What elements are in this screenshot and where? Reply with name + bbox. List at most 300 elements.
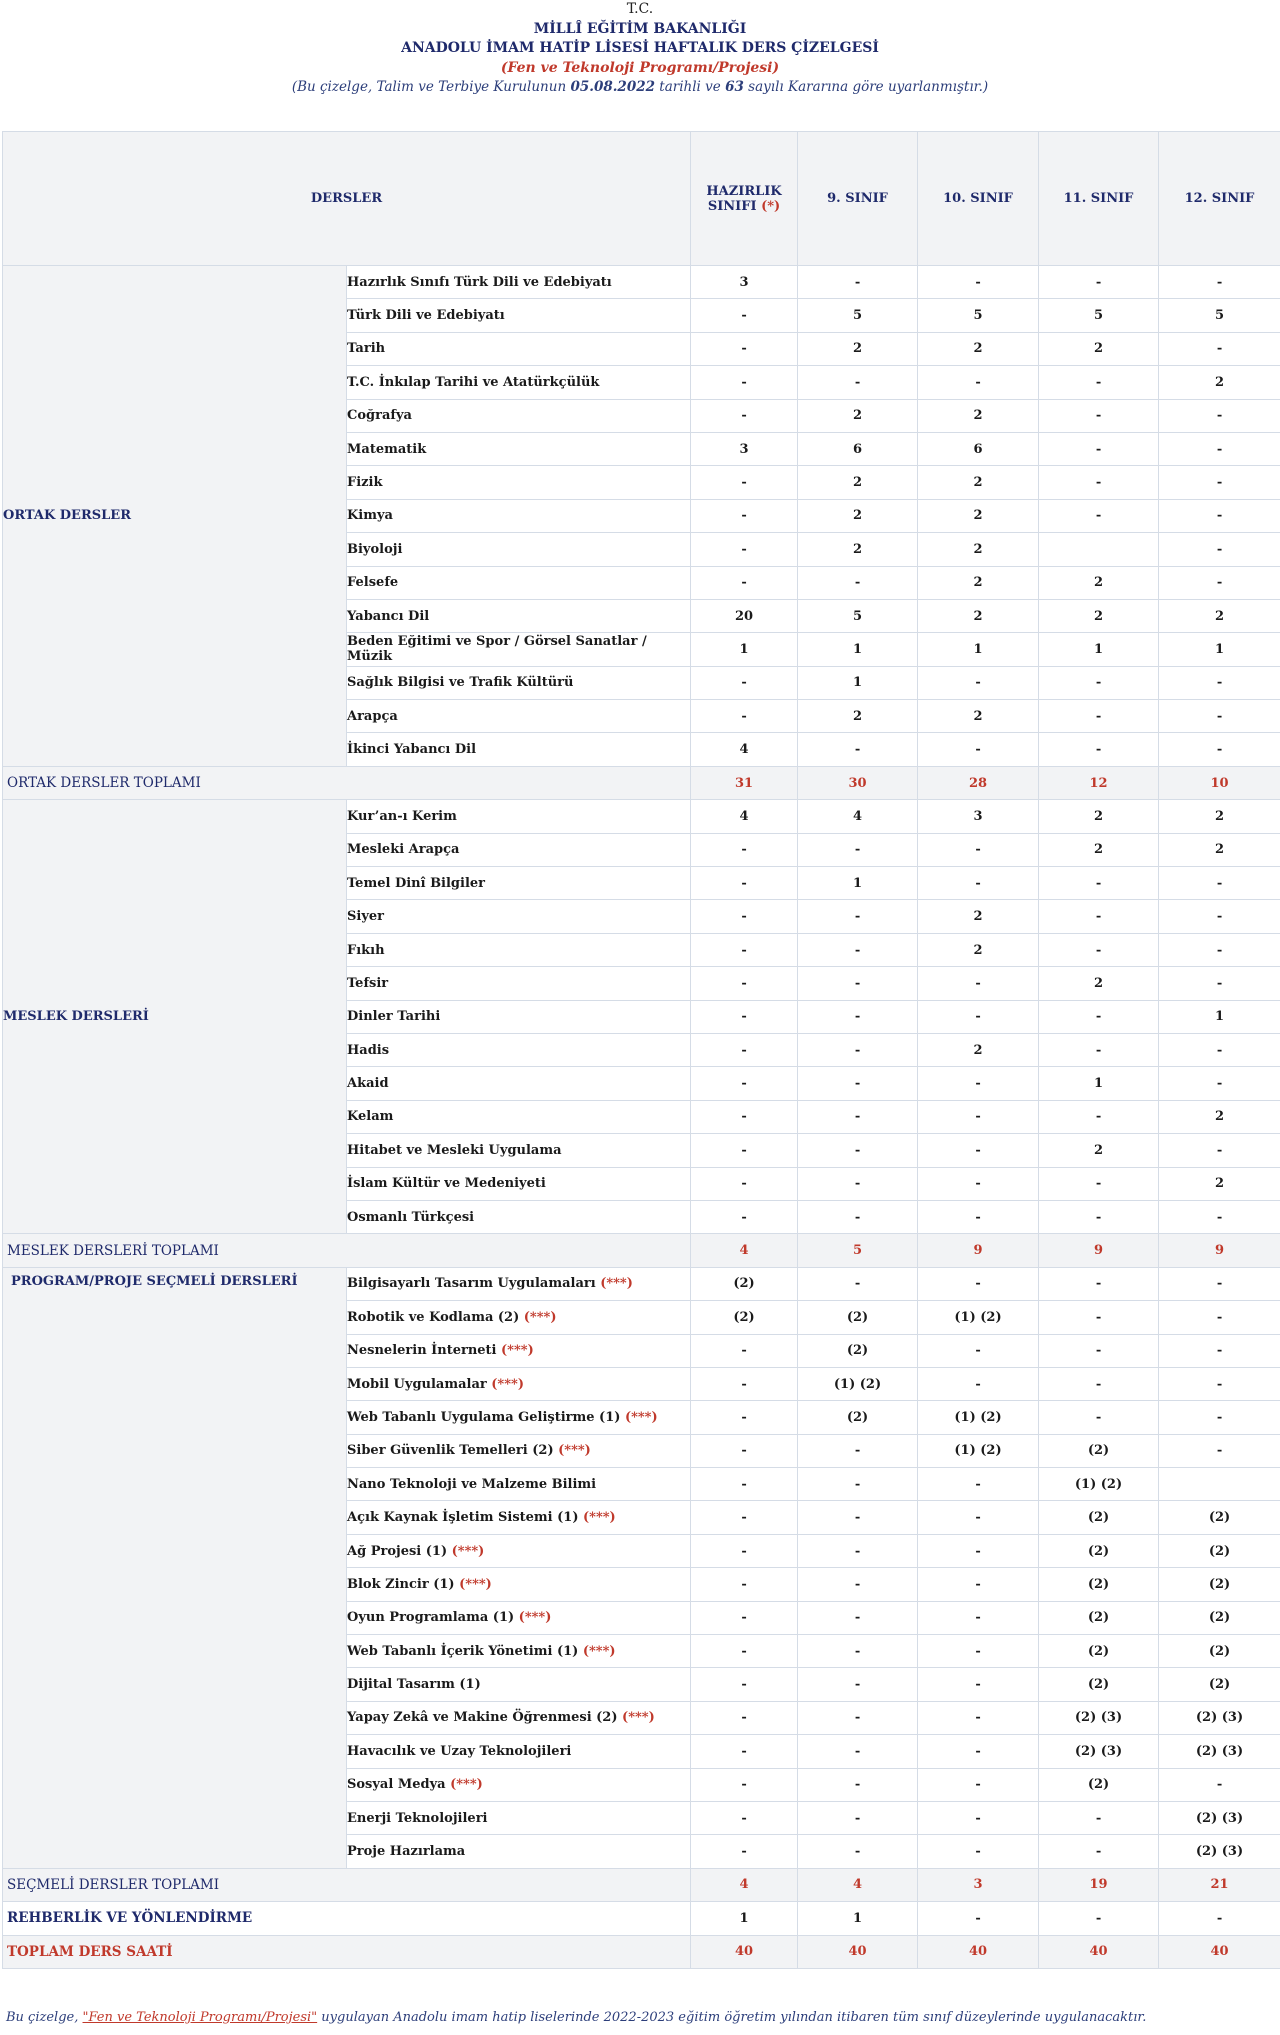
hours-cell: 2 — [1039, 833, 1159, 866]
hours-cell: 2 — [798, 499, 918, 532]
hours-cell — [1159, 1468, 1280, 1501]
hours-cell: 2 — [1039, 967, 1159, 1000]
hours-cell: - — [918, 1735, 1039, 1768]
hours-cell: - — [691, 1067, 798, 1100]
hours-cell: - — [691, 1735, 798, 1768]
section-total-label: ORTAK DERSLER TOPLAMI — [3, 766, 691, 799]
hours-cell: - — [691, 1100, 798, 1133]
hours-cell: - — [798, 1033, 918, 1066]
hours-cell: 2 — [918, 533, 1039, 566]
hours-cell: - — [1159, 566, 1280, 599]
course-name-text: Siber Güvenlik Temelleri (2) — [347, 1443, 554, 1459]
hours-cell: 1 — [798, 633, 918, 666]
course-name-text: Hazırlık Sınıfı Türk Dili ve Edebiyatı — [347, 274, 612, 290]
rehberlik-cell: 1 — [691, 1902, 798, 1935]
course-name-text: Biyoloji — [347, 541, 403, 557]
hours-cell: - — [798, 1100, 918, 1133]
hours-cell: 2 — [1159, 366, 1280, 399]
hours-cell: 2 — [1039, 1134, 1159, 1167]
hours-cell: - — [1039, 1267, 1159, 1300]
header-line-tc: T.C. — [626, 1, 654, 17]
hours-cell: - — [691, 1768, 798, 1801]
course-mark: (***) — [583, 1510, 616, 1526]
hours-cell: - — [691, 332, 798, 365]
hours-cell: - — [691, 1635, 798, 1668]
hours-cell: - — [918, 1635, 1039, 1668]
note-number: 63 — [725, 79, 744, 95]
hours-cell: 2 — [918, 399, 1039, 432]
hours-cell: - — [798, 1534, 918, 1567]
hours-cell: - — [1039, 1000, 1159, 1033]
hours-cell: (2) — [1039, 1434, 1159, 1467]
hours-cell: - — [798, 1801, 918, 1834]
course-name — [347, 633, 691, 666]
rehberlik-cell: 1 — [798, 1902, 918, 1935]
hours-cell: - — [691, 1334, 798, 1367]
table-row — [3, 1267, 1280, 1300]
hours-cell: - — [798, 967, 918, 1000]
hours-cell: - — [798, 1768, 918, 1801]
hours-cell: - — [918, 266, 1039, 299]
table-row — [3, 266, 1280, 299]
total-cell: 9 — [1039, 1234, 1159, 1267]
hours-cell: 2 — [918, 1033, 1039, 1066]
hours-cell: - — [1159, 867, 1280, 900]
hours-cell: - — [691, 1501, 798, 1534]
hours-cell: - — [1159, 1067, 1280, 1100]
course-name-text: Web Tabanlı İçerik Yönetimi (1) — [347, 1643, 579, 1659]
hours-cell: (1) (2) — [918, 1301, 1039, 1334]
hours-cell: - — [691, 1835, 798, 1868]
hours-cell: 2 — [918, 599, 1039, 632]
hours-cell: - — [798, 1701, 918, 1734]
schedule-table — [2, 131, 1280, 1969]
hours-cell: - — [1159, 733, 1280, 766]
course-name — [347, 933, 691, 966]
section-total-row — [3, 766, 1280, 799]
hours-cell: (2) — [691, 1267, 798, 1300]
hours-cell: - — [1159, 1401, 1280, 1434]
hours-cell: - — [798, 1167, 918, 1200]
hours-cell: (2) — [1159, 1635, 1280, 1668]
grand-total-cell: 40 — [918, 1935, 1039, 1968]
total-cell: 12 — [1039, 766, 1159, 799]
course-name-text: Yabancı Dil — [347, 608, 430, 624]
header-note — [0, 78, 1280, 98]
hours-cell: 5 — [1039, 299, 1159, 332]
course-name — [347, 1334, 691, 1367]
col-grade-12: 12. SINIF — [1159, 132, 1280, 266]
course-name-text: Bilgisayarlı Tasarım Uygulamaları — [347, 1276, 596, 1292]
hours-cell: 4 — [798, 800, 918, 833]
course-name — [347, 666, 691, 699]
hours-cell: - — [798, 1267, 918, 1300]
hours-cell: - — [1039, 1033, 1159, 1066]
hours-cell: 3 — [691, 266, 798, 299]
document-header — [0, 0, 1280, 98]
hours-cell: - — [691, 1367, 798, 1400]
course-name-text: Blok Zincir (1) — [347, 1576, 455, 1592]
hours-cell: (2) — [1159, 1501, 1280, 1534]
hours-cell: - — [918, 733, 1039, 766]
hours-cell: - — [798, 1601, 918, 1634]
section-total-label: SEÇMELİ DERSLER TOPLAMI — [3, 1868, 691, 1901]
total-cell: 4 — [691, 1234, 798, 1267]
course-name — [347, 867, 691, 900]
hours-cell: (2) — [691, 1301, 798, 1334]
hours-cell: - — [1039, 867, 1159, 900]
course-name — [347, 1134, 691, 1167]
hours-cell: - — [1039, 666, 1159, 699]
course-name — [347, 332, 691, 365]
course-name — [347, 1701, 691, 1734]
hours-cell: - — [918, 366, 1039, 399]
hours-cell: - — [798, 1835, 918, 1868]
hours-cell: - — [1039, 933, 1159, 966]
course-name-text: Mobil Uygulamalar — [347, 1376, 487, 1392]
table-row — [3, 800, 1280, 833]
hours-cell: - — [691, 1200, 798, 1233]
course-name-text: Akaid — [347, 1076, 389, 1092]
hours-cell: - — [1159, 900, 1280, 933]
course-name-text: Enerji Teknolojileri — [347, 1810, 488, 1826]
hours-cell: - — [1159, 933, 1280, 966]
hours-cell: - — [918, 1701, 1039, 1734]
hours-cell: 1 — [1159, 1000, 1280, 1033]
course-name-text: Dijital Tasarım (1) — [347, 1677, 481, 1693]
rehberlik-label: REHBERLİK VE YÖNLENDİRME — [3, 1902, 691, 1935]
course-name — [347, 1468, 691, 1501]
course-name — [347, 432, 691, 465]
hours-cell: (2) — [1159, 1668, 1280, 1701]
hours-cell: 2 — [1039, 599, 1159, 632]
hours-cell: - — [1039, 1301, 1159, 1334]
course-mark: (***) — [582, 1643, 616, 1659]
hours-cell: - — [1039, 1835, 1159, 1868]
hours-cell: 4 — [691, 800, 798, 833]
hours-cell: - — [798, 1200, 918, 1233]
grand-total-cell: 40 — [1159, 1935, 1280, 1968]
course-mark: (***) — [600, 1276, 633, 1292]
hours-cell: - — [1159, 332, 1280, 365]
hours-cell: - — [691, 1134, 798, 1167]
section-label-secmeli: PROGRAM/PROJE SEÇMELİ DERSLERİ — [3, 1267, 347, 1868]
hours-cell: - — [918, 1534, 1039, 1567]
hours-cell: - — [691, 867, 798, 900]
hours-cell: 5 — [918, 299, 1039, 332]
hours-cell: - — [1159, 533, 1280, 566]
hours-cell: - — [1039, 366, 1159, 399]
hours-cell: - — [798, 1635, 918, 1668]
course-name-text: Felsefe — [347, 575, 399, 591]
course-mark: (***) — [450, 1777, 483, 1793]
hours-cell: - — [798, 1134, 918, 1167]
hours-cell: 20 — [691, 599, 798, 632]
hours-cell: 6 — [798, 432, 918, 465]
header-line-title: ANADOLU İMAM HATİP LİSESİ HAFTALIK DERS ÇİZELGESİ — [401, 40, 879, 56]
hours-cell: - — [918, 1367, 1039, 1400]
hours-cell: - — [918, 1267, 1039, 1300]
hours-cell: 2 — [918, 933, 1039, 966]
course-name — [347, 566, 691, 599]
hours-cell: - — [918, 1835, 1039, 1868]
course-name-text: Osmanlı Türkçesi — [347, 1209, 475, 1225]
hours-cell: - — [798, 1501, 918, 1534]
hours-cell: - — [1159, 1434, 1280, 1467]
total-cell: 5 — [798, 1234, 918, 1267]
hours-cell: - — [918, 1801, 1039, 1834]
hours-cell: 1 — [918, 633, 1039, 666]
course-name — [347, 366, 691, 399]
hours-cell: - — [1159, 432, 1280, 465]
hours-cell: (2) (3) — [1159, 1835, 1280, 1868]
course-mark: (***) — [451, 1543, 485, 1559]
hours-cell: - — [918, 1167, 1039, 1200]
hours-cell: - — [691, 1701, 798, 1734]
total-cell: 4 — [691, 1868, 798, 1901]
grand-total-cell: 40 — [798, 1935, 918, 1968]
course-mark: (***) — [558, 1443, 591, 1459]
section-total-row — [3, 1234, 1280, 1267]
hours-cell: 2 — [918, 900, 1039, 933]
course-name — [347, 1067, 691, 1100]
hours-cell: 2 — [798, 332, 918, 365]
hours-cell: - — [691, 566, 798, 599]
hours-cell: - — [798, 1434, 918, 1467]
hours-cell: - — [1039, 399, 1159, 432]
course-name-text: Arapça — [347, 708, 398, 724]
hours-cell: - — [918, 1501, 1039, 1534]
section-label-meslek: MESLEK DERSLERİ — [3, 800, 347, 1234]
hours-cell: - — [691, 1167, 798, 1200]
total-cell: 10 — [1159, 766, 1280, 799]
course-mark: (***) — [624, 1409, 658, 1425]
course-name — [347, 466, 691, 499]
course-name-text: İslam Kültür ve Medeniyeti — [347, 1176, 546, 1192]
note-date: 05.08.2022 — [570, 79, 655, 95]
hours-cell: - — [798, 1668, 918, 1701]
hours-cell: - — [691, 1568, 798, 1601]
header-line-program: (Fen ve Teknoloji Programı/Projesi) — [500, 59, 780, 76]
hours-cell: 2 — [918, 566, 1039, 599]
course-name — [347, 833, 691, 866]
hours-cell: - — [691, 1401, 798, 1434]
grand-total-cell: 40 — [1039, 1935, 1159, 1968]
hours-cell: (2) (3) — [1159, 1701, 1280, 1734]
hours-cell: (2) — [798, 1334, 918, 1367]
rehberlik-row — [3, 1902, 1280, 1935]
hours-cell: - — [798, 833, 918, 866]
course-name — [347, 1401, 691, 1434]
hours-cell: - — [798, 1000, 918, 1033]
hours-cell: 2 — [918, 700, 1039, 733]
course-name-text: Hitabet ve Mesleki Uygulama — [347, 1142, 562, 1158]
hours-cell: - — [918, 1100, 1039, 1133]
total-cell: 9 — [1159, 1234, 1280, 1267]
hours-cell: 2 — [1159, 1100, 1280, 1133]
hours-cell: - — [798, 566, 918, 599]
course-name — [347, 900, 691, 933]
hours-cell: (2) — [1039, 1534, 1159, 1567]
hours-cell: 5 — [1159, 299, 1280, 332]
course-name — [347, 733, 691, 766]
hours-cell: - — [1039, 1367, 1159, 1400]
course-mark: (***) — [459, 1576, 492, 1592]
course-name-text: Sağlık Bilgisi ve Trafik Kültürü — [347, 675, 574, 691]
hours-cell: - — [918, 867, 1039, 900]
hours-cell: - — [1159, 1334, 1280, 1367]
hours-cell: - — [1159, 1134, 1280, 1167]
hours-cell: - — [1159, 1301, 1280, 1334]
footer-program-name: "Fen ve Teknoloji Programı/Projesi" — [82, 2010, 318, 2025]
course-name-text: Kur’an-ı Kerim — [347, 808, 457, 824]
course-name — [347, 800, 691, 833]
hours-cell: 2 — [1039, 800, 1159, 833]
course-mark: (***) — [622, 1710, 655, 1726]
course-name-text: Nesnelerin İnterneti — [347, 1343, 497, 1359]
hours-cell: - — [691, 399, 798, 432]
course-name — [347, 1801, 691, 1834]
hours-cell: - — [691, 833, 798, 866]
course-name-text: Robotik ve Kodlama (2) — [347, 1309, 520, 1325]
footer-pre: Bu çizelge, — [6, 2010, 79, 2025]
hours-cell: - — [691, 900, 798, 933]
course-name-text: Tefsir — [347, 975, 389, 991]
course-name-text: T.C. İnkılap Tarihi ve Atatürkçülük — [347, 374, 600, 390]
course-name — [347, 1033, 691, 1066]
hours-cell: (2) (3) — [1159, 1801, 1280, 1834]
hours-cell: - — [1039, 432, 1159, 465]
hours-cell: - — [798, 733, 918, 766]
course-name-text: Fıkıh — [347, 942, 385, 958]
hours-cell: - — [1039, 700, 1159, 733]
hours-cell: - — [798, 900, 918, 933]
hours-cell: 1 — [691, 633, 798, 666]
hours-cell: - — [798, 1067, 918, 1100]
hours-cell: 2 — [918, 332, 1039, 365]
hours-cell: - — [1039, 733, 1159, 766]
section-total-row — [3, 1868, 1280, 1901]
course-name — [347, 1501, 691, 1534]
hours-cell: - — [1159, 967, 1280, 1000]
course-name-text: Beden Eğitimi ve Spor / Görsel Sanatlar / Müzik — [347, 634, 647, 665]
rehberlik-cell: - — [1159, 1902, 1280, 1935]
hours-cell: - — [1039, 466, 1159, 499]
grand-total-label: TOPLAM DERS SAATİ — [3, 1935, 691, 1968]
course-name — [347, 1534, 691, 1567]
hours-cell: 1 — [798, 867, 918, 900]
hours-cell: - — [798, 266, 918, 299]
hours-cell: (2) — [798, 1301, 918, 1334]
total-cell: 4 — [798, 1868, 918, 1901]
grand-total-cell: 40 — [691, 1935, 798, 1968]
hours-cell: (2) — [1039, 1501, 1159, 1534]
hours-cell: - — [1039, 1801, 1159, 1834]
col-grade-10: 10. SINIF — [918, 132, 1039, 266]
rehberlik-cell: - — [1039, 1902, 1159, 1935]
section-label-ortak: ORTAK DERSLER — [3, 266, 347, 767]
hours-cell: (2) — [1039, 1601, 1159, 1634]
course-name-text: Mesleki Arapça — [347, 842, 460, 858]
hours-cell: - — [1039, 1167, 1159, 1200]
course-name — [347, 599, 691, 632]
hours-cell: - — [691, 933, 798, 966]
course-name — [347, 1367, 691, 1400]
course-name — [347, 967, 691, 1000]
hours-cell: - — [918, 967, 1039, 1000]
hours-cell: - — [1159, 266, 1280, 299]
hours-cell: - — [918, 1067, 1039, 1100]
hours-cell: 2 — [798, 466, 918, 499]
hours-cell: - — [1039, 900, 1159, 933]
hours-cell: - — [691, 499, 798, 532]
rehberlik-cell: - — [918, 1902, 1039, 1935]
hours-cell: - — [691, 1534, 798, 1567]
hours-cell: - — [1159, 700, 1280, 733]
hours-cell: - — [798, 933, 918, 966]
course-name-text: Web Tabanlı Uygulama Geliştirme (1) — [347, 1409, 621, 1425]
course-name-text: Havacılık ve Uzay Teknolojileri — [347, 1743, 572, 1759]
course-name — [347, 1301, 691, 1334]
hours-cell: 2 — [798, 399, 918, 432]
hours-cell: 2 — [1039, 332, 1159, 365]
grand-total-row — [3, 1935, 1280, 1968]
course-name-text: İkinci Yabancı Dil — [347, 742, 477, 758]
total-cell: 19 — [1039, 1868, 1159, 1901]
hours-cell: 2 — [918, 466, 1039, 499]
course-mark: (***) — [491, 1376, 524, 1392]
course-name — [347, 1735, 691, 1768]
hours-cell: (2) — [1039, 1568, 1159, 1601]
hours-cell: - — [691, 666, 798, 699]
course-name-text: Türk Dili ve Edebiyatı — [347, 308, 505, 324]
hours-cell: - — [918, 1134, 1039, 1167]
total-cell: 9 — [918, 1234, 1039, 1267]
note-post: sayılı Kararına göre uyarlanmıştır.) — [748, 79, 989, 95]
course-name — [347, 399, 691, 432]
hours-cell — [1039, 533, 1159, 566]
col-hazirlik: HAZIRLIK SINIFI (*) — [691, 132, 798, 266]
hours-cell: - — [918, 1200, 1039, 1233]
hours-cell: - — [1039, 266, 1159, 299]
course-name — [347, 533, 691, 566]
hours-cell: - — [1039, 1100, 1159, 1133]
hours-cell: - — [1159, 1267, 1280, 1300]
hours-cell: - — [1159, 1033, 1280, 1066]
course-name-text: Coğrafya — [347, 408, 412, 424]
col-grade-9: 9. SINIF — [798, 132, 918, 266]
hours-cell: (1) (2) — [918, 1401, 1039, 1434]
course-name-text: Fizik — [347, 475, 383, 491]
hours-cell: (2) — [798, 1401, 918, 1434]
course-mark: (***) — [518, 1610, 552, 1626]
note-mid: tarihli ve — [659, 79, 721, 95]
hours-cell: - — [1039, 499, 1159, 532]
hours-cell: 2 — [798, 700, 918, 733]
hours-cell: 2 — [1159, 833, 1280, 866]
total-cell: 30 — [798, 766, 918, 799]
hours-cell: (2) — [1039, 1668, 1159, 1701]
header-line-ministry: MİLLÎ EĞİTİM BAKANLIĞI — [533, 20, 747, 37]
hours-cell: 2 — [1039, 566, 1159, 599]
course-name — [347, 1267, 691, 1300]
hours-cell: - — [691, 700, 798, 733]
course-name — [347, 1635, 691, 1668]
hours-cell: 2 — [918, 499, 1039, 532]
hours-cell: 5 — [798, 599, 918, 632]
hours-cell: 4 — [691, 733, 798, 766]
course-name-text: Kimya — [347, 508, 393, 524]
